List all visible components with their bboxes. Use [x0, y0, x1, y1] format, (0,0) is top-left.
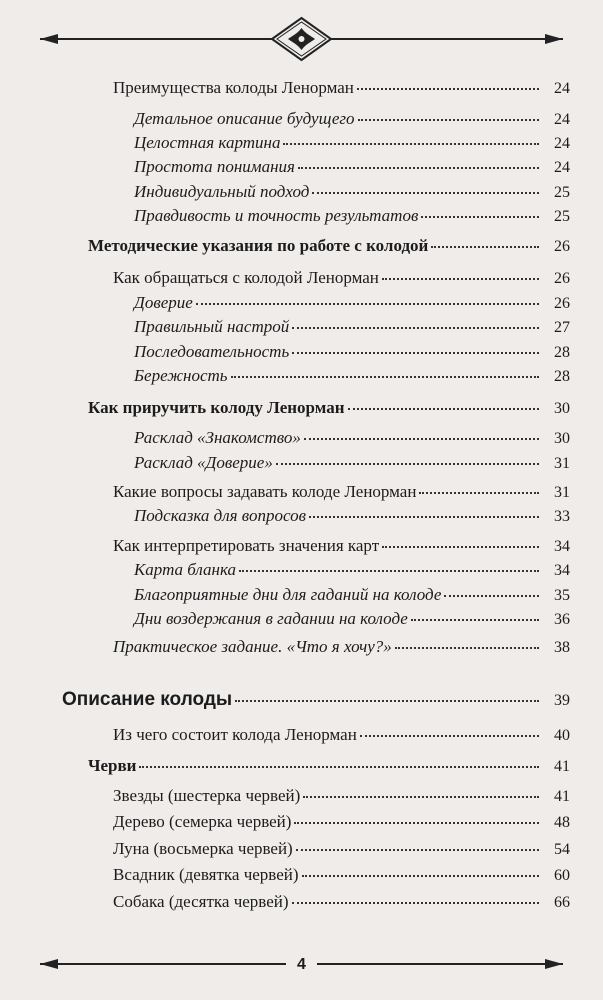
dot-leader — [304, 424, 539, 440]
toc-entry[interactable] — [0, 396, 603, 420]
toc-entry-title: Дерево (семерка червей) — [113, 812, 292, 831]
dot-leader — [444, 581, 539, 597]
dot-leader — [431, 232, 539, 248]
toc-entry-title: Простота понимания — [134, 157, 295, 176]
toc-entry-page: 33 — [554, 508, 570, 525]
toc-entry-title: Из чего состоит колода Ленорман — [113, 725, 357, 744]
dot-leader — [360, 721, 539, 737]
toc-entry-page: 34 — [554, 562, 570, 579]
toc-entry-page: 41 — [554, 758, 570, 775]
toc-entry-title: Преимущества колоды Ленорман — [113, 78, 354, 97]
toc-entry-page: 24 — [554, 111, 570, 128]
toc-entry-title: Детальное описание будущего — [134, 109, 355, 128]
dot-leader — [298, 153, 539, 169]
dot-leader — [309, 502, 539, 518]
toc-entry-title: Практическое задание. «Что я хочу?» — [113, 637, 392, 656]
dot-leader — [294, 808, 539, 824]
dot-leader — [235, 686, 539, 702]
toc-entry-page: 30 — [554, 400, 570, 417]
dot-leader — [296, 835, 539, 851]
toc-entry[interactable] — [0, 315, 603, 339]
toc-entry-title: Целостная картина — [134, 133, 281, 152]
toc-entry-page: 39 — [554, 692, 570, 709]
dot-leader — [382, 264, 539, 280]
toc-entry-page: 26 — [554, 238, 570, 255]
toc-entry-page: 24 — [554, 135, 570, 152]
toc-entry-title: Доверие — [134, 293, 193, 312]
toc-entry-page: 28 — [554, 368, 570, 385]
toc-entry-title: Методические указания по работе с колодой — [88, 236, 429, 255]
dot-leader — [303, 782, 539, 798]
dot-leader — [357, 74, 539, 90]
toc-entry-title: Как интерпретировать значения карт — [113, 536, 380, 555]
toc-entry[interactable] — [0, 607, 603, 631]
toc-entry-title: Черви — [88, 756, 137, 775]
toc-entry-title: Луна (восьмерка червей) — [113, 839, 293, 858]
toc-entry-title: Описание колоды — [62, 689, 233, 710]
toc-entry[interactable] — [0, 204, 603, 228]
toc-entry[interactable] — [0, 635, 603, 659]
toc-entry-page: 24 — [554, 159, 570, 176]
toc-entry[interactable] — [0, 504, 603, 528]
toc-entry-page: 31 — [554, 455, 570, 472]
toc-entry-title: Собака (десятка червей) — [113, 892, 289, 911]
toc-entry-page: 40 — [554, 727, 570, 744]
toc-entry-page: 38 — [554, 639, 570, 656]
toc-entry-title: Всадник (девятка червей) — [113, 865, 299, 884]
dot-leader — [419, 478, 539, 494]
dot-leader — [292, 338, 539, 354]
toc-entry[interactable] — [0, 688, 603, 712]
toc-entry-page: 27 — [554, 319, 570, 336]
toc-entry-title: Как приручить колоду Ленорман — [88, 398, 345, 417]
dot-leader — [292, 313, 539, 329]
dot-leader — [348, 394, 540, 410]
toc-entry-title: Благоприятные дни для гаданий на колоде — [134, 585, 442, 604]
toc-entry[interactable] — [0, 890, 603, 914]
toc-entry-title: Правильный настрой — [134, 317, 290, 336]
toc-entry-page: 24 — [554, 80, 570, 97]
toc-entry-page: 60 — [554, 867, 570, 884]
toc-entry[interactable] — [0, 76, 603, 100]
toc-entry[interactable] — [0, 723, 603, 747]
toc-entry[interactable] — [0, 131, 603, 155]
toc-entry[interactable] — [0, 107, 603, 131]
toc-entry-title: Расклад «Доверие» — [134, 453, 273, 472]
toc-entry-title: Правдивость и точность результатов — [134, 206, 419, 225]
toc-entry[interactable] — [0, 480, 603, 504]
toc-entry-title: Карта бланка — [134, 560, 237, 579]
toc-entry-page: 66 — [554, 894, 570, 911]
toc-entry-page: 35 — [554, 587, 570, 604]
dot-leader — [139, 752, 539, 768]
toc-entry[interactable] — [0, 534, 603, 558]
dot-leader — [421, 202, 539, 218]
toc-entry[interactable] — [0, 754, 603, 778]
toc-entry-title: Подсказка для вопросов — [134, 506, 306, 525]
dot-leader — [276, 449, 539, 465]
dot-leader — [283, 129, 539, 145]
dot-leader — [292, 888, 539, 904]
toc-entry-page: 25 — [554, 184, 570, 201]
toc-entry-page: 36 — [554, 611, 570, 628]
toc-entry[interactable] — [0, 837, 603, 861]
toc-entry-page: 31 — [554, 484, 570, 501]
toc-entry-title: Последовательность — [134, 342, 290, 361]
toc-entry-page: 26 — [554, 295, 570, 312]
dot-leader — [382, 532, 539, 548]
dot-leader — [231, 362, 540, 378]
toc-entry[interactable] — [0, 340, 603, 364]
toc-entry[interactable] — [0, 558, 603, 582]
toc-entry-title: Расклад «Знакомство» — [134, 428, 301, 447]
toc-entry[interactable] — [0, 863, 603, 887]
toc-entry[interactable] — [0, 364, 603, 388]
toc-entry-page: 34 — [554, 538, 570, 555]
toc-entry-title: Индивидуальный подход — [134, 182, 310, 201]
dot-leader — [312, 178, 539, 194]
toc-entry[interactable] — [0, 583, 603, 607]
toc-entry-title: Как обращаться с колодой Ленорман — [113, 268, 379, 287]
toc-entry-title: Дни воздержания в гадании на колоде — [134, 609, 408, 628]
toc-entry-page: 41 — [554, 788, 570, 805]
toc-entry-title: Звезды (шестерка червей) — [113, 786, 301, 805]
dot-leader — [395, 633, 539, 649]
toc-entry[interactable] — [0, 155, 603, 179]
toc-entry[interactable] — [0, 180, 603, 204]
toc-entry[interactable] — [0, 784, 603, 808]
toc-entry[interactable] — [0, 291, 603, 315]
toc-entry-page: 26 — [554, 270, 570, 287]
toc-entry-page: 48 — [554, 814, 570, 831]
toc-entry[interactable] — [0, 810, 603, 834]
toc-entry[interactable] — [0, 426, 603, 450]
toc-entry-title: Бережность — [134, 366, 228, 385]
dot-leader — [302, 861, 539, 877]
toc-entry-page: 25 — [554, 208, 570, 225]
toc-entry-title: Какие вопросы задавать колоде Ленорман — [113, 482, 417, 501]
toc-entry-page: 28 — [554, 344, 570, 361]
top-ornament — [0, 14, 603, 64]
toc-entry[interactable] — [0, 266, 603, 290]
toc-entry[interactable] — [0, 451, 603, 475]
toc-entry[interactable] — [0, 234, 603, 258]
dot-leader — [358, 105, 539, 121]
page-number: 4 — [297, 956, 306, 973]
dot-leader — [239, 556, 539, 572]
toc-entry-page: 54 — [554, 841, 570, 858]
dot-leader — [196, 289, 539, 305]
dot-leader — [411, 605, 539, 621]
toc-entry-page: 30 — [554, 430, 570, 447]
